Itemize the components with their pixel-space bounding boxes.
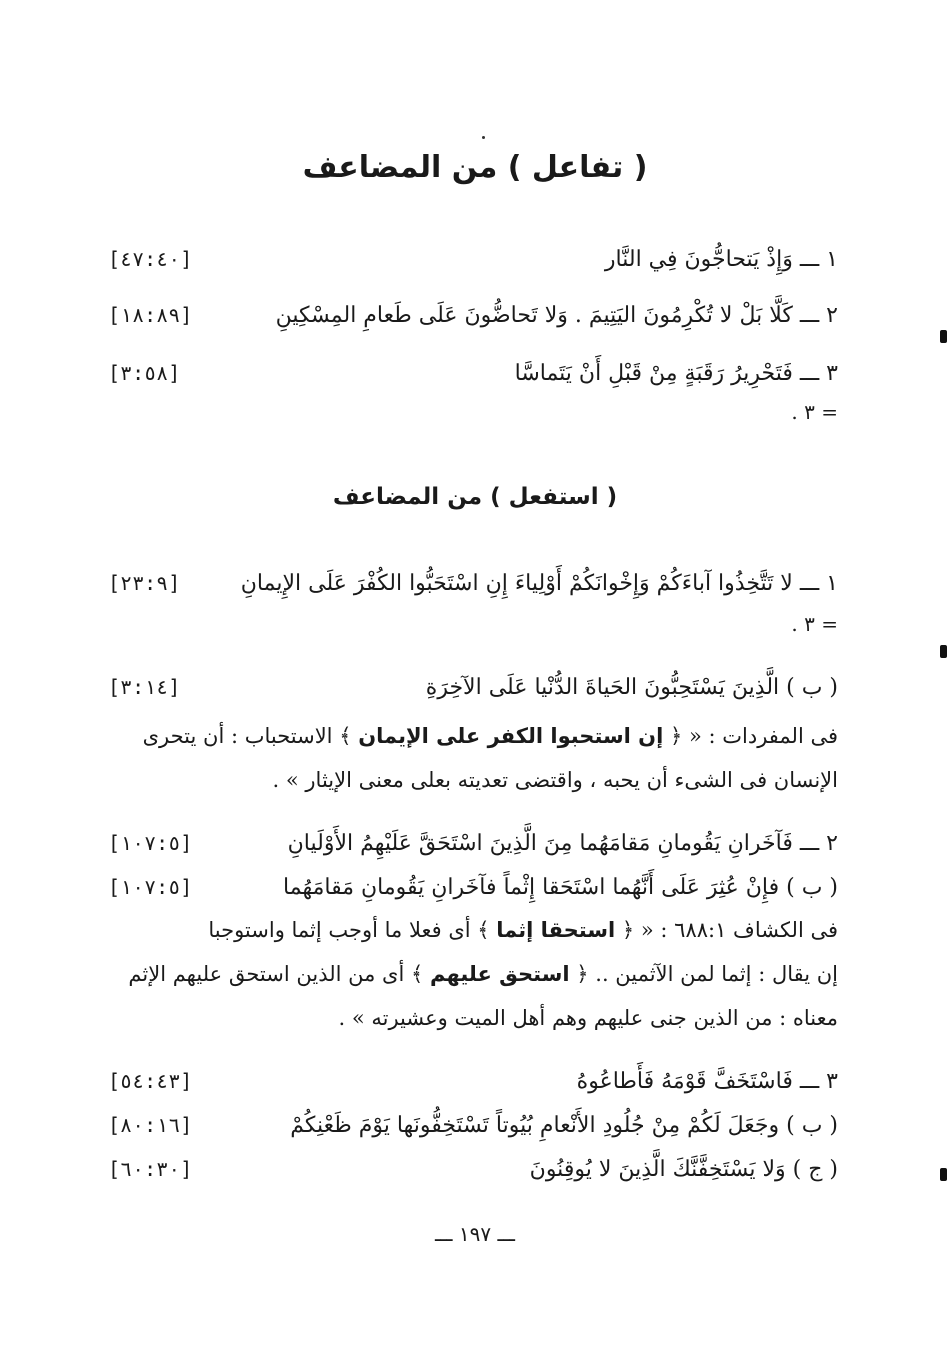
verse-ref: [١٠٧:٥] xyxy=(108,875,193,899)
print-speck xyxy=(482,136,485,139)
verse-line xyxy=(108,864,838,910)
commentary-line: إن يقال : إثما لمن الآثمين .. ﴿ استحق عليهم ﴾ أى من الذين استحق عليهم الإثم xyxy=(128,962,838,986)
verse-ref: [٢٣:٩] xyxy=(108,571,181,595)
verse-ref: [٨٠:١٦] xyxy=(108,1113,193,1137)
heading-istafal: ( استفعل ) من المضاعف xyxy=(332,484,618,510)
verse-ref: [٥٤:٤٣] xyxy=(108,1069,193,1093)
verse-line xyxy=(108,820,838,866)
verse-line xyxy=(108,1102,838,1148)
verse-text: ( ج ) وَلا يَسْتَخِفَّنَّكَ الَّذِينَ لا يُوقِنُونَ xyxy=(529,1156,838,1182)
verse-ref: [١٨:٨٩] xyxy=(108,303,193,327)
verse-text: ( ب ) فإِنْ عُثِرَ عَلَى أَنَّهُما اسْتَحَقا إِثْماً فآخَرانِ يَقُومانِ مَقامَهُما xyxy=(283,874,838,900)
verse-line xyxy=(108,1058,838,1104)
quoted-phrase: إن استحبوا الكفر على الإيمان xyxy=(358,724,664,748)
verse-text: ٢ ـــ كَلَّا بَلْ لا تُكْرِمُونَ اليَتِيمَ . وَلا تَحاضُّونَ عَلَى طَعامِ المِسْكِينِ xyxy=(275,302,838,328)
verse-ref: [٣:١٤] xyxy=(108,675,181,699)
count-line: = ٣ . xyxy=(791,612,838,636)
verse-text: ( ب ) الَّذِينَ يَسْتَحِبُّونَ الحَياةَ الدُّنْيا عَلَى الآخِرَةِ xyxy=(425,674,838,700)
margin-mark xyxy=(940,645,947,658)
verse-text: ١ ـــ وَإِذْ يَتحاجُّونَ فِي النَّار xyxy=(604,246,838,272)
commentary-line: الإنسان فى الشىء أن يحبه ، واقتضى تعديته بعلى معنى الإيثار » . xyxy=(272,768,838,792)
margin-mark xyxy=(940,330,947,343)
verse-ref: [٦٠:٣٠] xyxy=(108,1157,193,1181)
verse-line xyxy=(108,664,838,710)
quoted-phrase: استحق عليهم xyxy=(429,962,570,986)
verse-text: ٢ ـــ فَآخَرانِ يَقُومانِ مَقامَهُما مِنَ الَّذِينَ اسْتَحَقَّ عَلَيْهِمُ الأَوْلَيانِ xyxy=(287,830,838,856)
verse-text: ( ب ) وجَعَلَ لَكُمْ مِنْ جُلُودِ الأَنْعامِ بُيُوتاً تَسْتَخِفُّونَها يَوْمَ ظَعْنِكُمْ xyxy=(290,1112,838,1138)
verse-ref: [٤٧:٤٠] xyxy=(108,247,193,271)
verse-line xyxy=(108,560,838,606)
quoted-phrase: استحقا إثما xyxy=(496,918,616,942)
verse-text: ٣ ـــ فَتَحْرِيرُ رَقَبَةٍ مِنْ قَبْلِ أَنْ يَتَماسَّا xyxy=(514,360,838,386)
heading-tafaal: ( تفاعل ) من المضاعف xyxy=(302,150,648,185)
verse-line xyxy=(108,292,838,338)
verse-line xyxy=(108,1146,838,1192)
commentary-line: فى الكشاف ٦٨٨:١ : « ﴿ استحقا إثما ﴾ أى فعلا ما أوجب إثما واستوجبا xyxy=(208,918,838,942)
verse-line xyxy=(108,350,838,396)
verse-line xyxy=(108,236,838,282)
page-number: ـــ ١٩٧ ـــ xyxy=(434,1222,516,1246)
commentary-line: فى المفردات : « ﴿ إن استحبوا الكفر على الإيمان ﴾ الاستحباب : أن يتحرى xyxy=(142,724,838,748)
margin-mark xyxy=(940,1168,947,1181)
verse-ref: [٣:٥٨] xyxy=(108,361,181,385)
verse-ref: [١٠٧:٥] xyxy=(108,831,193,855)
count-line: = ٣ . xyxy=(791,400,838,424)
verse-text: ٣ ـــ فَاسْتَخَفَّ قَوْمَهُ فَأَطاعُوهُ xyxy=(576,1068,838,1094)
verse-text: ١ ـــ لا تَتَّخِذُوا آباءَكُمْ وَإِخْوانَكُمْ أَوْلِياءَ إِنِ اسْتَحَبُّوا الكُفْرَ عَلَى الإِيمانِ xyxy=(240,570,838,596)
commentary-line: معناه : من الذين جنى عليهم وهم أهل الميت وعشيرته » . xyxy=(338,1006,838,1030)
